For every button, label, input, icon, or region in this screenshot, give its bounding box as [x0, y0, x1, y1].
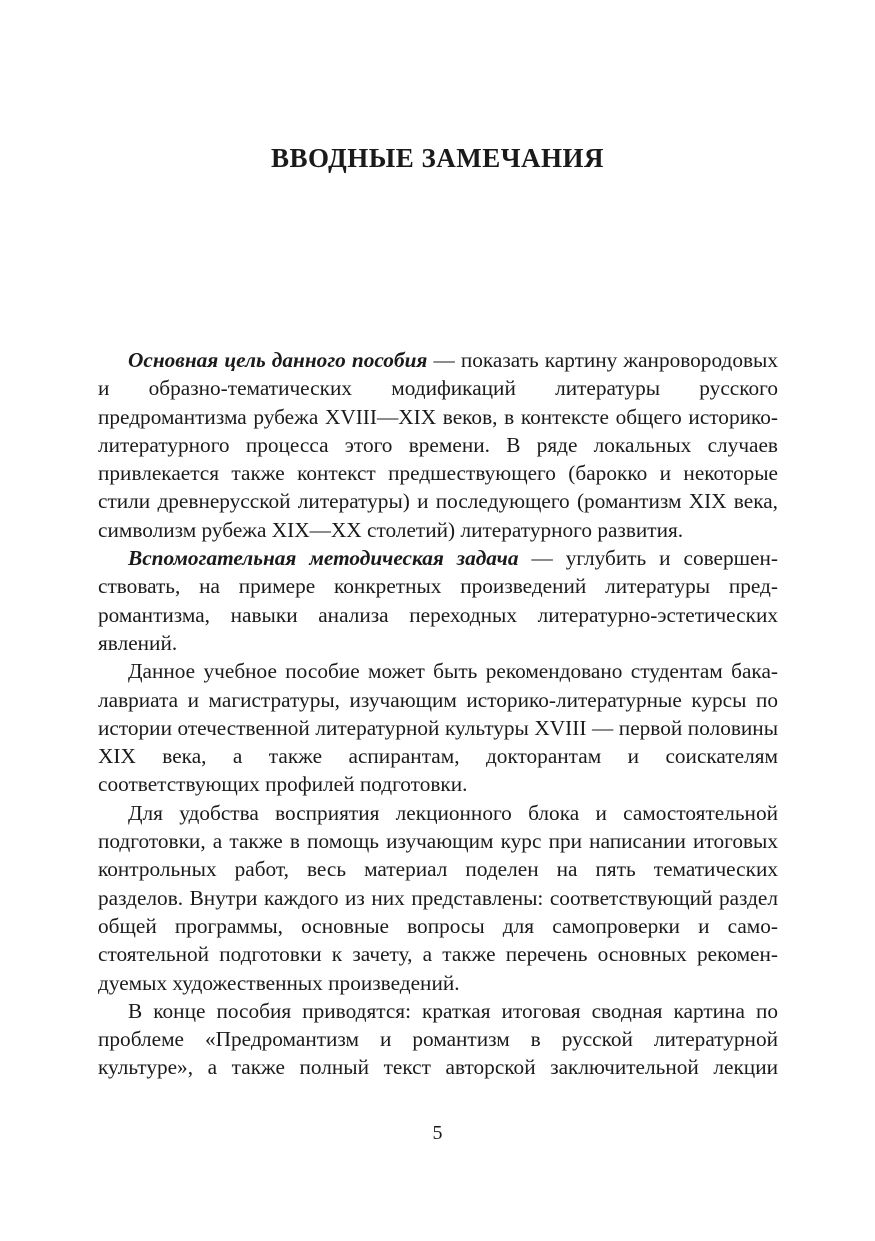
paragraph-main-goal	[98, 346, 778, 544]
paragraph-text: Данное учебное пособие может быть рекомендовано студентам бакалавриата и магистратуры, изучающим историко-литературные курсы по истории отечественной литературной культуры XVIII — первой половины XIX века, а также аспирантам, докторантам и соискателям соответствующих профилей подготовки.	[98, 659, 778, 797]
paragraph-lead: Вспомогательная методическая задача	[128, 546, 519, 571]
page-number: 5	[432, 1122, 443, 1144]
paragraph-structure	[98, 799, 778, 997]
paragraph-appendix	[98, 997, 778, 1082]
paragraph-text: Для удобства восприятия лекционного блока и самостоятельной подготовки, а также в помощь изучающим курс при написании итоговых контрольных работ, весь материал поделен на пять тематических разделов. Внутри каждого из них представлены: соответствующий раздел общей программы, основные вопросы для самопроверки и самостоятельной подготовки к зачету, а также перечень основных рекомендуемых художественных произведений.	[98, 800, 778, 995]
paragraph-method-task	[98, 544, 778, 657]
page-title: ВВОДНЫЕ ЗАМЕЧАНИЯ	[270, 143, 605, 173]
paragraph-lead: Основная цель данного пособия	[128, 348, 428, 372]
paragraph-audience	[98, 657, 778, 798]
body-text	[98, 346, 778, 1082]
paragraph-text: В конце пособия приводятся: краткая итоговая сводная картина по проблеме «Предромантизм и романтизм в русской литературной культуре», а также полный текст авторской заключительной лекции	[98, 998, 778, 1080]
paragraph-text: — углубить и совершенствовать, на примере конкретных произведений литературы предромантизма, навыки анализа переходных литературно-эстетических явлений.	[98, 546, 778, 655]
paragraph-text: — показать картину жанровородовых и образно-тематических модификаций литературы русского предромантизма рубежа XVIII—XIX веков, в контексте общего историко-литературного процесса этого времени. В ряде локальных случаев привлекается также контекст предшествующего (барокко и некоторые стили древнерусской литературы) и последующего (романтизм XIX века, символизм рубежа XIX—XX столетий) литературного развития.	[98, 348, 778, 542]
